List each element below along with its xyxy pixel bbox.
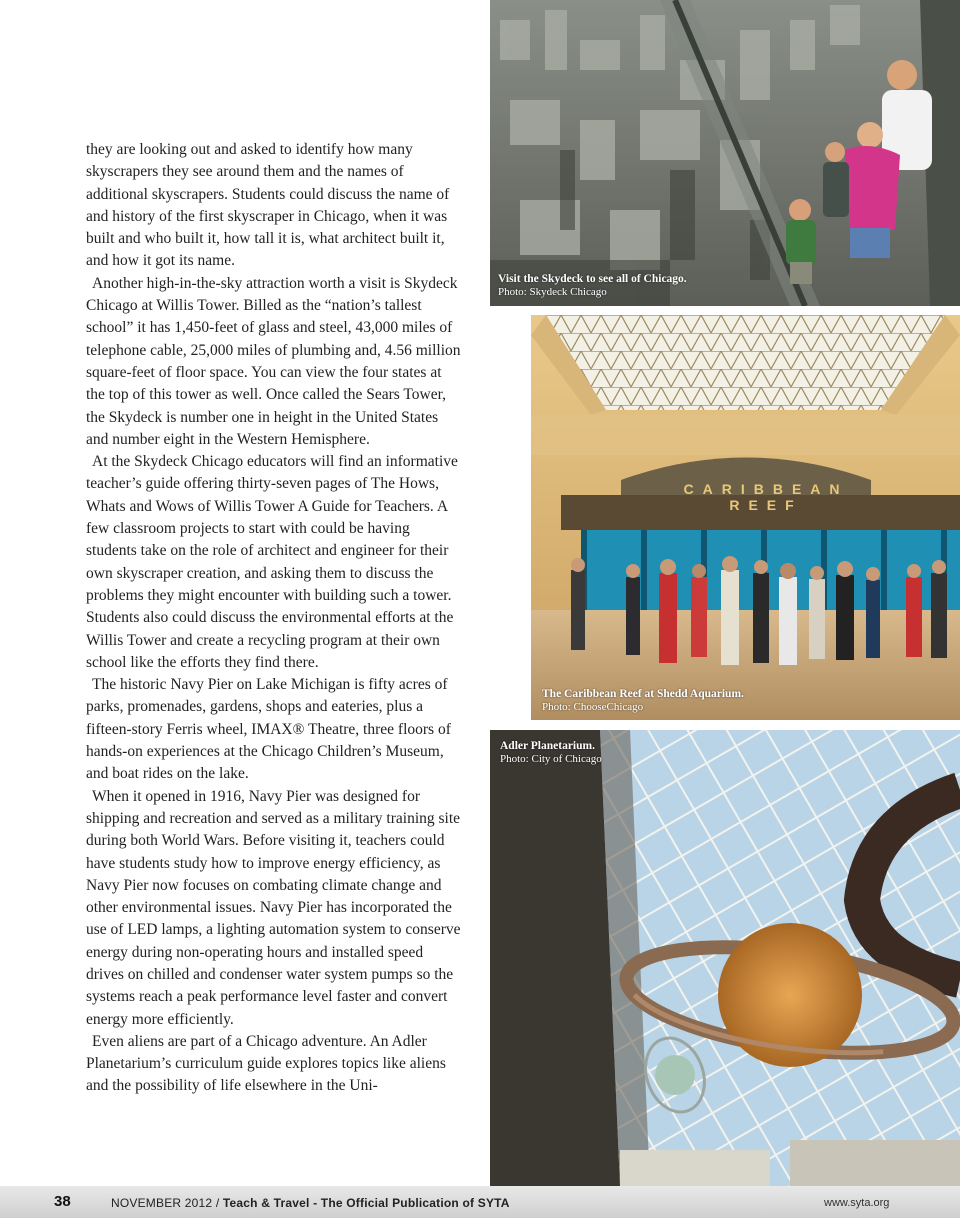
skydeck-caption [498,273,687,299]
adler-photo [490,730,960,1186]
skydeck-photo [490,0,960,306]
article-paragraph: Another high-in-the-sky attraction worth a visit is Skydeck Chicago at Willis Tower. Billed as the “nation’s tallest school” it has 1,450-feet of glass and steel, 43,000 miles of telephone cable, 25,000 miles of plumbing and, 4.56 million square-feet of floor space. You can view the four states at the top of this tower as well. Once called the Sears Tower, the Skydeck is number one in height in the United States and number eight in the Western Hemisphere. [86,274,461,448]
adler-photo-illustration [490,730,960,1186]
skydeck-photo-illustration [490,0,960,306]
skydeck-caption-title: Visit the Skydeck to see all of Chicago. [498,273,687,285]
adler-caption-title: Adler Planetarium. [500,740,595,752]
shedd-photo [531,315,960,720]
adler-caption [500,740,602,766]
shedd-caption-title: The Caribbean Reef at Shedd Aquarium. [542,688,744,700]
article-paragraph: When it opened in 1916, Navy Pier was designed for shipping and recreation and served as a military training site during both World Wars. Before visiting it, teachers could have students study how to improve energy efficiency, as Navy Pier now focuses on combating climate change and other environmental issues. Navy Pier has incorporated the use of LED lamps, a lighting automation system to conserve energy during non-operating hours and installed speed drives on chilled and condenser water system pumps so the systems reach a peak performance level faster and convert energy more efficiently. [86,787,461,1028]
caribbean-reef-sign: CARIBBEAN REEF [683,481,849,513]
shedd-caption [542,688,744,714]
footer-url: www.syta.org [824,1197,890,1209]
page-number: 38 [54,1193,71,1210]
skydeck-photo-credit: Photo: Skydeck Chicago [498,286,607,298]
article-paragraph: The historic Navy Pier on Lake Michigan is fifty acres of parks, promenades, gardens, shops and eateries, plus a fifteen-story Ferris wheel, IMAX® Theatre, three floors of hands-on experiences at the Chicago Children’s Museum, and boat rides on the lake. [86,676,451,783]
article-body [86,139,464,1098]
shedd-photo-credit: Photo: ChooseChicago [542,701,644,713]
footer-publication [111,1196,510,1210]
article-paragraph: At the Skydeck Chicago educators will find an informative teacher’s guide offering thirty-seven pages of The Hows, Whats and Wows of Willis Tower A Guide for Teachers. A few classroom projects to start with could be having students take on the role of architect and engineer for their own skyscraper creation, and asking them to discuss the problems they might encounter with building such a tower. Students also could discuss the environmental efforts at the Willis Tower and create a recycling program at their own school like the efforts they find there. [86,453,458,671]
article-paragraph: Even aliens are part of a Chicago adventure. An Adler Planetarium’s curriculum guide explores topics like aliens and the possibility of life elsewhere in the Uni- [86,1032,446,1095]
article-paragraph: they are looking out and asked to identify how many skyscrapers they see around them and the names of additional skyscrapers. Students could discuss the name of and history of the first skyscraper in Chicago, when it was built and who built it, how tall it is, what architect built it, and how it got its name. [86,141,450,270]
footer-issue: NOVEMBER 2012 / [111,1196,223,1210]
adler-photo-credit: Photo: City of Chicago [500,753,602,765]
footer-publication-title: Teach & Travel - The Official Publication of SYTA [222,1196,510,1210]
shedd-photo-illustration [531,315,960,720]
